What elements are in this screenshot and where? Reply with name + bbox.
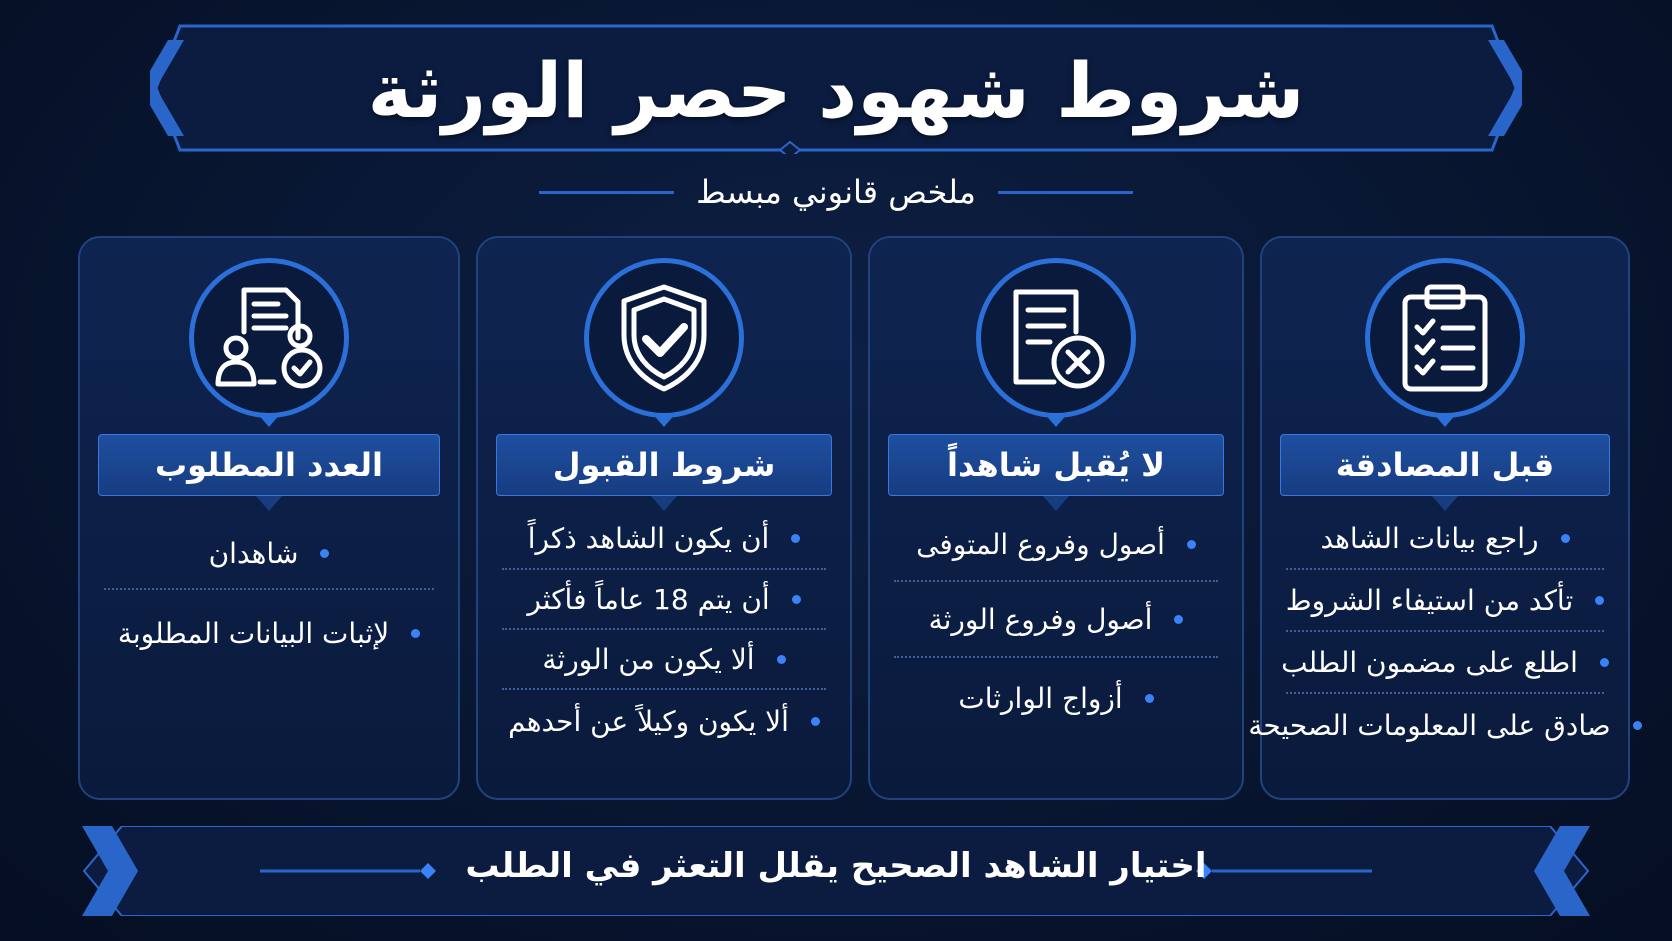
card-before-certification <box>1248 236 1630 800</box>
bullet-icon <box>320 549 329 558</box>
card-header-not-accepted: لا يُقبل شاهداً <box>888 434 1224 496</box>
list-item: أصول وفروع الورثة <box>894 582 1218 658</box>
page-subtitle: ملخص قانوني مبسط <box>696 173 976 211</box>
bullet-icon <box>791 534 800 543</box>
card-list-not-accepted <box>894 508 1218 738</box>
list-item: لإثبات البيانات المطلوبة <box>104 590 434 676</box>
bullet-icon <box>792 595 801 604</box>
bullet-icon <box>411 629 420 638</box>
title-banner <box>150 22 1522 154</box>
list-item: ألا يكون وكيلاً عن أحدهم <box>502 690 826 752</box>
card-header-required-number: العدد المطلوب <box>98 434 440 496</box>
footer-banner <box>0 826 1672 916</box>
bullet-icon <box>811 717 820 726</box>
document-users-icon <box>189 258 349 418</box>
list-item: أن يكون الشاهد ذكراً <box>502 508 826 570</box>
clipboard-checklist-icon <box>1365 258 1525 418</box>
card-header-acceptance-conditions: شروط القبول <box>496 434 832 496</box>
bullet-icon <box>1561 534 1570 543</box>
shield-check-icon <box>584 258 744 418</box>
list-item: تأكد من استيفاء الشروط <box>1286 570 1604 632</box>
list-item: أصول وفروع المتوفى <box>894 508 1218 582</box>
list-item: صادق على المعلومات الصحيحة <box>1286 694 1604 756</box>
list-item: أزواج الوارثات <box>894 658 1218 738</box>
bullet-icon <box>777 655 786 664</box>
card-list-acceptance-conditions <box>502 508 826 752</box>
bullet-icon <box>1600 658 1609 667</box>
bullet-icon <box>1174 615 1183 624</box>
list-item: اطلع على مضمون الطلب <box>1286 632 1604 694</box>
document-reject-icon <box>976 258 1136 418</box>
list-item: ألا يكون من الورثة <box>502 630 826 690</box>
bullet-icon <box>1187 540 1196 549</box>
page-title: شروط شهود حصر الورثة <box>367 46 1305 135</box>
footer-text: اختيار الشاهد الصحيح يقلل التعثر في الطلب <box>465 846 1207 886</box>
list-item: راجع بيانات الشاهد <box>1286 508 1604 570</box>
bullet-icon <box>1145 694 1154 703</box>
card-not-accepted <box>868 236 1244 800</box>
card-list-required-number <box>104 518 434 676</box>
bullet-icon <box>1633 721 1642 730</box>
bullet-icon <box>1595 596 1604 605</box>
card-required-number <box>78 236 460 800</box>
card-header-before-certification: قبل المصادقة <box>1280 434 1610 496</box>
cards-container <box>42 236 1630 800</box>
subtitle-divider-left <box>539 191 674 194</box>
subtitle-row <box>0 168 1672 216</box>
card-list-before-certification <box>1248 508 1611 756</box>
card-acceptance-conditions <box>476 236 852 800</box>
list-item: شاهدان <box>104 518 434 590</box>
subtitle-divider-right <box>998 191 1133 194</box>
list-item: أن يتم 18 عاماً فأكثر <box>502 570 826 630</box>
